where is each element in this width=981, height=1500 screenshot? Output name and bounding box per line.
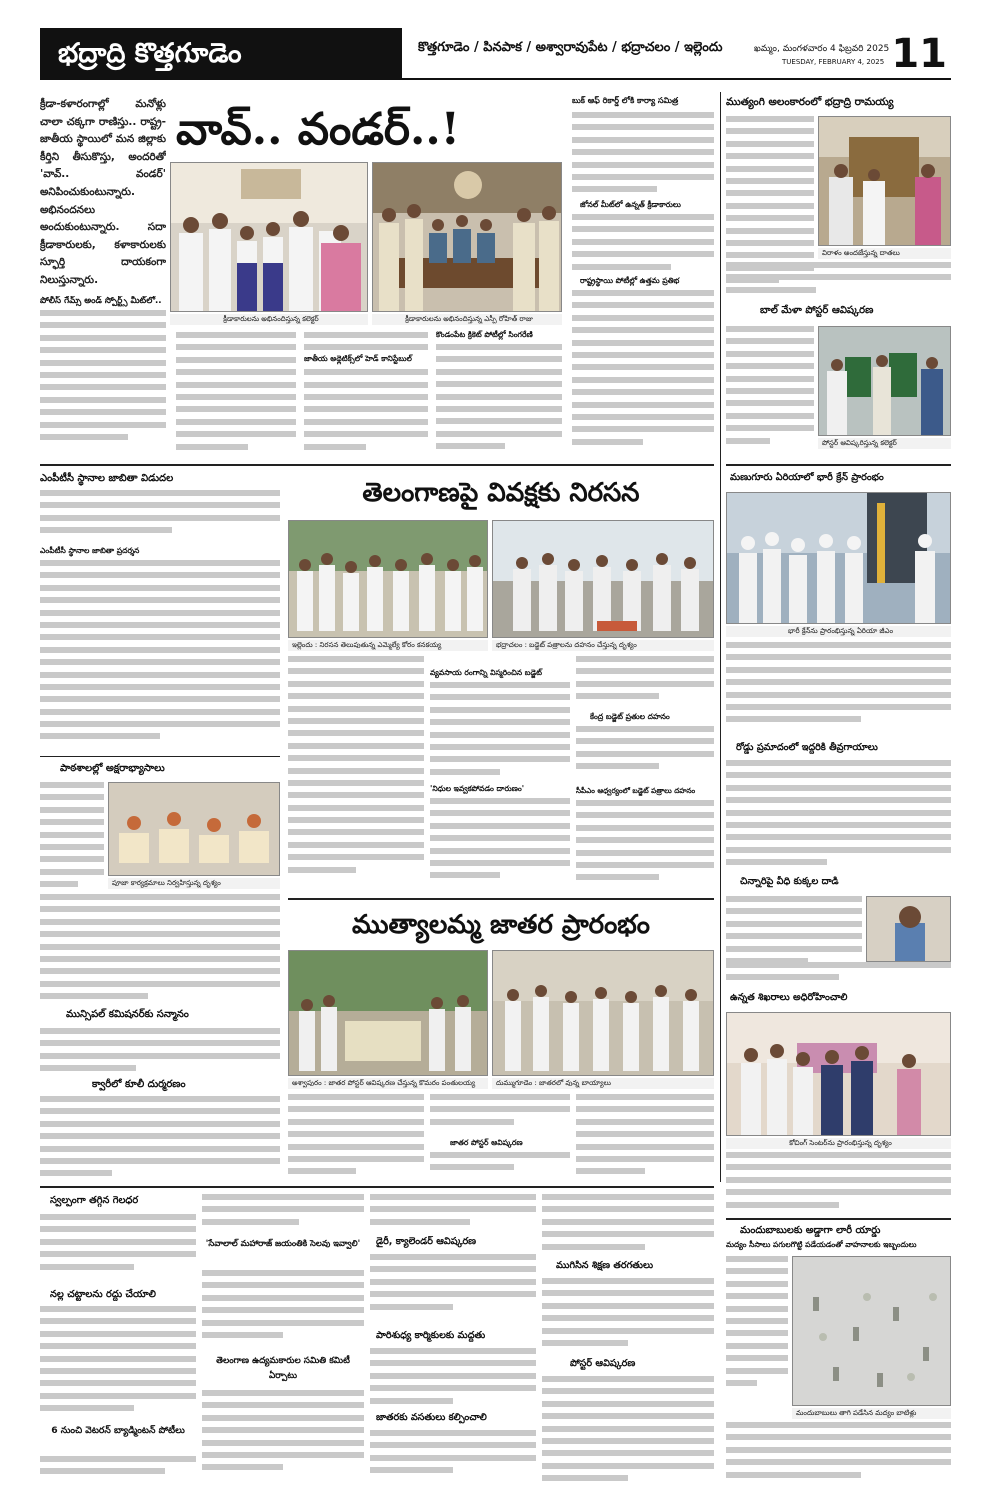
lead-sub3: కొండంపేట క్రికెట్ పోటీల్లో సింగరేణి (436, 330, 533, 339)
rule-horizontal-2 (40, 1186, 714, 1188)
lead-photo-right (372, 162, 562, 312)
fr-story1-photo (818, 116, 951, 246)
center-story2-caption-left: అశ్వాపురం : జాతర పోస్టర్ ఆవిష్కరణ చేస్తున్న కొమరం పంతులయ్య (288, 1078, 488, 1089)
fr-story5-title: చిన్నారిపై వీధి కుక్కల దాడి (740, 876, 839, 887)
center-story1-photo-left (288, 520, 488, 638)
right-top-body2 (572, 214, 714, 274)
center-story2-caption-right: దుమ్ముగూడెం : జాతరలో వున్న బాయ్యాలు (492, 1078, 714, 1089)
center-story1-sub3: కేంద్ర బడ్జెట్ ప్రతుల దహనం (590, 712, 670, 721)
right-top-sub2: రాష్ట్రస్థాయి పోటీల్లో ఉత్తమ ప్రతిభ (580, 276, 680, 285)
bottom-b4: 'సేవాలాల్ మహారాజ్ జయంతికి సెలవు ఇవ్వాలి' (205, 1238, 361, 1248)
center-story1-col3c (576, 800, 714, 892)
rule-fr-1 (726, 464, 951, 466)
left-story2-body2 (40, 894, 280, 1004)
fr-story1-title: ముత్యంగి అలంకారంలో భద్రాద్రి రామయ్య (726, 96, 894, 108)
fr-story3-caption: భారీ క్రేన్‌ను ప్రారంభిస్తున్న ఏరియా జీఎం (726, 626, 951, 637)
rule-horizontal-1 (40, 464, 714, 466)
date-telugu: ఖమ్మం, మంగళవారం 4 ఫిబ్రవరి 2025 (754, 44, 890, 54)
right-top-body3 (572, 290, 714, 458)
lead-subhead: పోలీస్ గేమ్స్ అండ్ స్పోర్ట్స్ మీట్‌లో.. (40, 296, 162, 306)
left-story4-body (40, 1096, 280, 1182)
left-story2-caption: పూజా కార్యక్రమాలు నిర్వహిస్తున్న దృశ్యం (108, 878, 280, 889)
bottom-b1-body (40, 1214, 196, 1284)
center-story1-caption-left: ఇల్లెందు : నిరసన తెలుపుతున్న ఎమ్మెల్యే కోరం కనకయ్య (288, 640, 488, 651)
left-story1-body (40, 490, 280, 544)
bottom-b2: నల్ల చట్టాలను రద్దు చేయాలి (50, 1289, 156, 1300)
bottom-b8-body (370, 1430, 536, 1486)
center-story2-col2b (430, 1152, 570, 1182)
lead-caption-left: క్రీడాకారులను అభినందిస్తున్న కలెక్టర్ (170, 314, 368, 325)
lead-body-col3 (304, 332, 428, 458)
fr-story7-body (726, 1256, 788, 1406)
left-story2-title: పాఠశాలల్లో అక్షరాభ్యాసాలు (60, 763, 165, 774)
center-story1-col2 (430, 682, 570, 782)
center-story1-caption-right: భద్రాచలం : బడ్జెట్ పత్రాలను దహనం చేస్తున్న దృశ్యం (492, 640, 714, 651)
lead-title: వావ్.. వండర్..! (176, 104, 460, 155)
lead-intro: క్రీడా-కళారంగాల్లో మనోళ్లు చాలా చక్కగా రాణిస్తు.. రాష్ట్ర-జాతీయ స్థాయిలో మన జిల్లాకు కీర్తిని తీసుకొస్తు, అందరితో 'వావ్.. వండర్' అనిపించుకుంటున్నారు. అభినందనలు అందుకుంటున్నారు. సదా క్రీడాకారులకు, కళాకారులకు స్ఫూర్తి దాయకంగా నిలుస్తున్నారు. (40, 98, 166, 286)
bottom-col2-top (202, 1194, 364, 1232)
bottom-b9: ముగిసిన శిక్షణ తరగతులు (556, 1260, 654, 1271)
fr-story2-photo (818, 326, 951, 436)
fr-story7-photo (792, 1256, 951, 1406)
center-story1-col3b (576, 726, 714, 784)
fr-story3-title: మణుగూరు ఏరియాలో భారీ క్రేన్ ప్రారంభం (730, 472, 884, 483)
rule-center-1 (288, 898, 714, 900)
fr-story4-body (726, 760, 951, 870)
fr-story7-title: మందుబాబులకు అడ్డాగా లారీ యార్డు (740, 1225, 881, 1236)
bottom-b7-body (370, 1348, 536, 1410)
fr-story2-caption: పోస్టర్ ఆవిష్కరిస్తున్న కలెక్టర్ (818, 438, 951, 449)
center-story1-sub2: 'నిధుల ఇవ్వకపోవడం దారుణం' (430, 784, 525, 793)
center-story2-title: ముత్యాలమ్మ జాతర ప్రారంభం (352, 910, 650, 940)
center-story2-photo-left (288, 950, 488, 1076)
fr-story2-title: బాల్ మేళా పోస్టర్ ఆవిష్కరణ (760, 305, 874, 316)
fr-story3-photo (726, 492, 951, 624)
bottom-col3-top (370, 1194, 536, 1232)
date-english: TUESDAY, FEBRUARY 4, 2025 (782, 58, 885, 66)
right-top-sub: జోనల్ మీట్‌లో ఉన్నత్ క్రీడాకారులు (580, 200, 681, 209)
page-number: 11 (891, 31, 947, 77)
center-story1-col3 (576, 656, 714, 710)
header-rule (402, 78, 951, 80)
lead-body-left (40, 310, 166, 460)
rule-left-1 (40, 756, 280, 757)
center-story1-col2b (430, 798, 570, 892)
left-story2-photo (108, 782, 280, 876)
center-story2-col2 (430, 1094, 570, 1136)
bottom-b9-body (542, 1278, 714, 1354)
fr-story6-caption: కోచింగ్ సెంటర్‌ను ప్రారంభిస్తున్న దృశ్యం (726, 1138, 951, 1149)
bottom-b3-body (40, 1456, 196, 1486)
bottom-b6: డైరీ, క్యాలెండర్ ఆవిష్కరణ (376, 1236, 477, 1247)
bottom-b1: స్వల్పంగా తగ్గిన గెలధర (50, 1195, 139, 1206)
left-story4-title: క్వారీలో కూలీ దుర్మరణం (92, 1079, 186, 1090)
fr-story5-photo (866, 896, 951, 962)
fr-story1-body2 (726, 262, 951, 300)
bottom-b2-body (40, 1306, 196, 1422)
lead-photo-left (170, 162, 368, 312)
center-story1-photo-right (492, 520, 714, 638)
center-story1-sub1: వ్యవసాయ రంగాన్ని విస్మరించిన బడ్జెట్ (430, 668, 542, 677)
left-story1-body2 (40, 560, 280, 752)
fr-story1-caption: విరాళం అందజేస్తున్న దాతలు (818, 248, 951, 259)
section-title: భద్రాద్రి కొత్తగూడెం (40, 28, 402, 80)
lead-caption-right: క్రీడాకారులను అభినందిస్తున్న ఎస్పీ రోహిత్ రాజు (372, 314, 562, 325)
center-story1-col1 (288, 656, 424, 892)
bottom-b5: తెలంగాణ ఉద్యమకారుల సమితి కమిటీ ఏర్పాటు (216, 1356, 350, 1381)
masthead (40, 28, 951, 80)
fr-story4-title: రోడ్డు ప్రమాదంలో ఇద్దరికి తీవ్రగాయాలు (736, 742, 878, 753)
fr-story6-title: ఉన్నత శిఖరాలు అధిరోహించాలి (730, 992, 848, 1003)
fr-story7-body2 (726, 1422, 951, 1482)
fr-story3-body (726, 642, 951, 738)
fr-story6-body (726, 1152, 951, 1216)
bottom-b4-body (202, 1270, 364, 1352)
bottom-b10: పోస్టర్ ఆవిష్కరణ (570, 1358, 636, 1369)
right-top-body (572, 112, 714, 198)
bottom-b3: 6 నుంచి వెటరన్ బ్యాడ్మింటన్ పోటీలు (51, 1425, 185, 1436)
left-story1-sub: ఎంపీటీసీ స్థానాల జాబితా ప్రదర్శన (40, 546, 140, 555)
center-story2-col3 (576, 1094, 714, 1182)
bottom-b8: జాతరకు వసతులు కల్పించాలి (376, 1412, 487, 1423)
rule-vertical-right (720, 92, 721, 1182)
center-story1-sub4: సీపీఎం ఆధ్వర్యంలో బడ్జెట్ పత్రాలు దహనం (576, 786, 696, 795)
bottom-col4-top (542, 1194, 714, 1256)
fr-story7-deck: మద్యం సీసాలు పగులగొట్టి పడేయడంతో వాహనాలకు ఇబ్బందులు (726, 1240, 917, 1249)
bottom-b6-body (370, 1254, 536, 1326)
lead-body-col2 (176, 332, 296, 458)
bottom-b5-body (202, 1390, 364, 1484)
bottom-b10-body (542, 1376, 714, 1486)
left-story2-body (40, 782, 104, 892)
left-story3-body (40, 1028, 280, 1076)
center-story2-sub: జాతర పోస్టర్ ఆవిష్కరణ (450, 1138, 523, 1147)
lead-body-col4 (436, 344, 562, 458)
center-story2-photo-right (492, 950, 714, 1076)
center-story2-col1 (288, 1094, 424, 1182)
right-top-kicker: బుక్ ఆఫ్ రికార్డ్ లోకి కార్యా సమిత్ర (572, 96, 679, 105)
bottom-b7: పారిశుధ్య కార్మికులకు మద్దతు (376, 1330, 486, 1341)
left-story3-title: మున్సిపల్ కమిషనర్‌కు సన్మానం (66, 1009, 189, 1020)
lead-sub2: జాతీయ అథ్లెటిక్స్‌లో హెడ్ కానిస్టేబుల్ (304, 354, 412, 363)
fr-story7-caption: మందుబాబులు తాగి పడేసిన మద్యం బాటిళ్లు (792, 1408, 951, 1419)
fr-story2-body (726, 326, 814, 458)
fr-story6-photo (726, 1012, 951, 1136)
left-story1-title: ఎంపీటీసీ స్థానాల జాబితా విడుదల (40, 473, 174, 484)
rule-fr-2 (726, 1218, 951, 1220)
section-places: కొత్తగూడెం / పినపాక / అశ్వారావుపేట / భద్రాచలం / ఇల్లెందు (418, 40, 723, 55)
fr-story5-body2 (726, 962, 951, 988)
center-story1-title: తెలంగాణపై వివక్షకు నిరసన (362, 478, 640, 508)
